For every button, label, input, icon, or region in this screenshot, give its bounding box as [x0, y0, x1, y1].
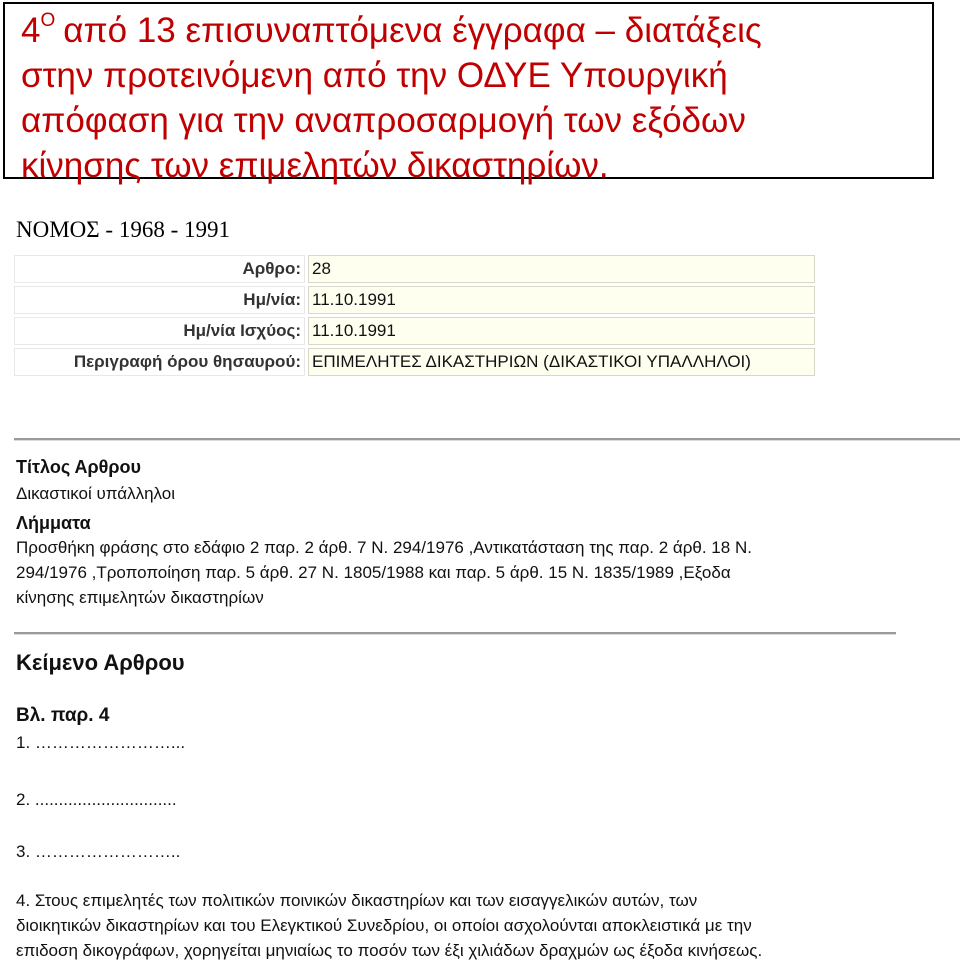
metadata-value: 11.10.1991 [308, 286, 815, 314]
heading-line-3: απόφαση για την αναπροσαρμογή των εξόδων [21, 101, 746, 140]
see-paragraph-heading: Βλ. παρ. 4 [16, 705, 110, 726]
article-title-heading: Τίτλος Αρθρου [16, 457, 141, 477]
paragraph-4-line-1: 4. Στους επιμελητές των πολιτικών ποινικών δικαστηρίων και των εισαγγελικών αυτών, των [16, 891, 698, 910]
paragraph-4-line-2: διοικητικών δικαστηρίων και του Ελεγκτικού Συνεδρίου, οι οποίοι ασχολούνται αποκλειστικά με την [16, 916, 752, 935]
metadata-value: 11.10.1991 [308, 317, 815, 345]
metadata-label: Ημ/νία Ισχύος: [14, 317, 305, 345]
lemmata-line-2: 294/1976 ,Τροποποίηση παρ. 5 άρθ. 27 Ν. 1805/1988 και παρ. 5 άρθ. 15 Ν. 1835/1989 ,Εξοδα [16, 563, 731, 582]
section-divider [14, 438, 960, 441]
paragraph-1: 1. ……………………... [16, 733, 186, 752]
metadata-value: ΕΠΙΜΕΛΗΤΕΣ ΔΙΚΑΣΤΗΡΙΩΝ (ΔΙΚΑΣΤΙΚΟΙ ΥΠΑΛΛΗΛΟΙ) [308, 348, 815, 376]
lemmata-heading: Λήμματα [16, 513, 91, 533]
header-box [3, 2, 934, 185]
lemmata-line-1: Προσθήκη φράσης στο εδάφιο 2 παρ. 2 άρθ. 7 Ν. 294/1976 ,Αντικατάσταση της παρ. 2 άρθ. 18 Ν. [16, 538, 752, 557]
metadata-row-article [14, 255, 815, 283]
paragraph-4 [16, 888, 960, 963]
article-title-text: Δικαστικοί υπάλληλοι [16, 484, 176, 503]
lemmata-line-3: κίνησης επιμελητών δικαστηρίων [16, 588, 264, 607]
metadata-row-effective-date [14, 317, 815, 345]
heading-line-1: από 13 επισυναπτόμενα έγγραφα – διατάξεις [63, 11, 762, 50]
lemmata-text [16, 535, 960, 610]
metadata-label: Ημ/νία: [14, 286, 305, 314]
heading-number: 4 [21, 11, 41, 50]
paragraph-4-line-3: επιδοση δικογράφων, χορηγείται μηνιαίως το ποσόν των έξι χιλιάδων δραχμών ως έξοδα κινήσεως. [16, 941, 763, 960]
heading-superscript: Ο [40, 10, 56, 31]
paragraph-3: 3. …………………….. [16, 842, 181, 861]
document-heading [21, 8, 921, 188]
section-divider [14, 632, 896, 635]
metadata-row-thesaurus [14, 348, 815, 376]
metadata-label: Αρθρο: [14, 255, 305, 283]
law-title: ΝΟΜΟΣ - 1968 - 1991 [16, 217, 230, 242]
heading-line-4: κίνησης των επιμελητών δικαστηρίων. [21, 146, 609, 185]
metadata-row-date [14, 286, 815, 314]
metadata-label: Περιγραφή όρου θησαυρού: [14, 348, 305, 376]
paragraph-2: 2. .............................. [16, 790, 177, 809]
metadata-value: 28 [308, 255, 815, 283]
heading-line-2: στην προτεινόμενη από την ΟΔΥΕ Υπουργική [21, 56, 728, 95]
article-text-heading: Κείμενο Αρθρου [16, 650, 185, 675]
metadata-table [11, 252, 818, 379]
